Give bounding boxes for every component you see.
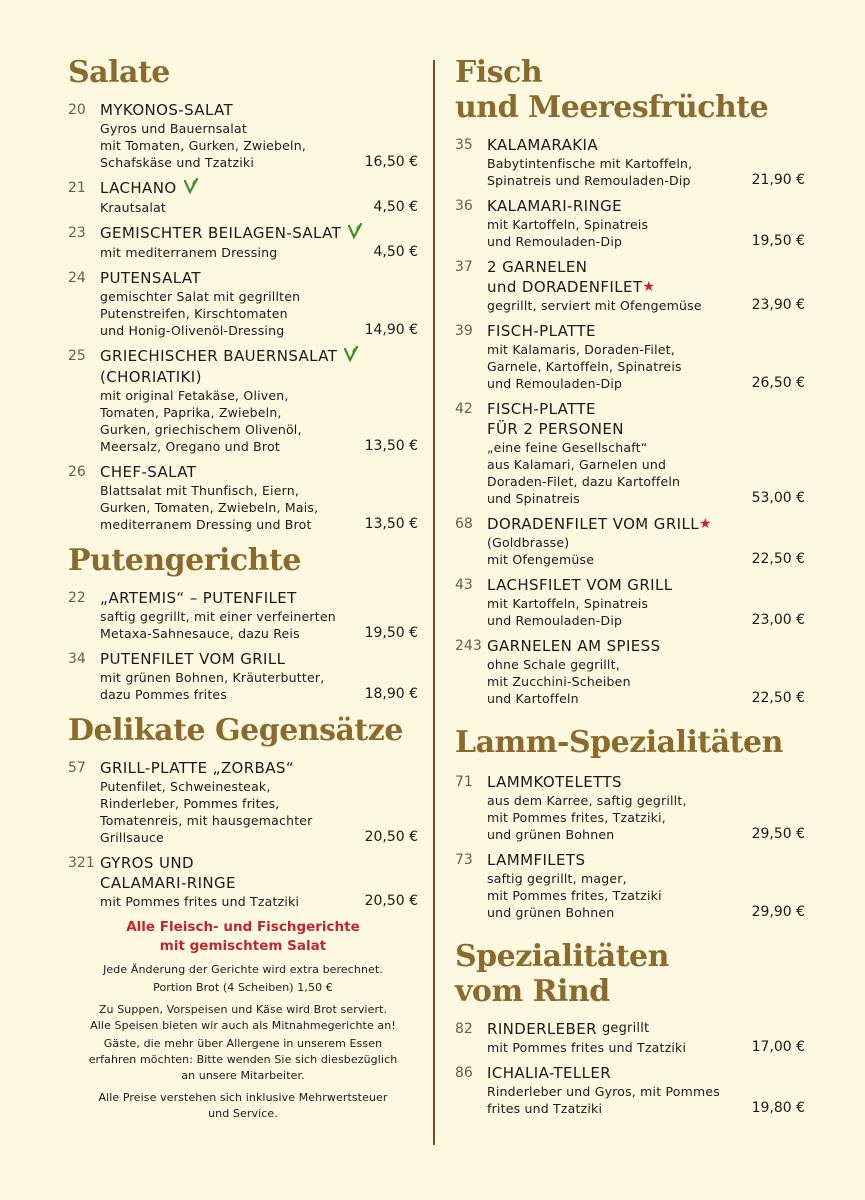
menu-item — [68, 853, 418, 910]
item-number: 82 — [455, 1021, 473, 1037]
rind-list — [455, 1019, 805, 1117]
item-title-line — [455, 196, 805, 216]
section-heading-fisch-2: und Meeresfrüchte — [455, 90, 769, 125]
item-name: PUTENSALAT — [100, 269, 201, 287]
item-description: mit grünen Bohnen, Kräuterbutter, — [100, 670, 325, 685]
item-number: 68 — [455, 516, 473, 532]
item-description: Metaxa-Sahnesauce, dazu Reis — [100, 626, 300, 641]
item-name: GRIECHISCHER BAUERNSALAT — [100, 347, 338, 365]
item-number: 35 — [455, 137, 473, 153]
section-putengerichte — [68, 543, 418, 703]
item-description: frites und Tzatziki — [487, 1101, 603, 1116]
item-description: Krautsalat — [100, 200, 167, 215]
item-name-2: FÜR 2 PERSONEN — [487, 420, 624, 438]
item-number: 22 — [68, 590, 86, 606]
item-title-line — [68, 853, 418, 873]
notes-block — [68, 918, 418, 1122]
item-name: LAMMKOTELETTS — [487, 773, 622, 791]
item-description: mit Kalamaris, Doraden-Filet, — [487, 342, 675, 357]
section-salate — [68, 55, 418, 533]
item-description: und Honig-Olivenöl-Dressing — [100, 323, 285, 338]
item-description: Rinderleber, Pommes frites, — [100, 796, 280, 811]
item-description: saftig gegrillt, mit einer verfeinerten — [100, 609, 336, 624]
item-number: 37 — [455, 259, 473, 275]
item-number: 26 — [68, 464, 86, 480]
note-prices-1: Alle Preise verstehen sich inklusive Mehrwertsteuer — [98, 1091, 388, 1104]
item-title-line — [455, 399, 805, 419]
menu-item — [455, 196, 805, 250]
note-changes: Jede Änderung der Gerichte wird extra berechnet. — [103, 963, 383, 976]
item-description: mit original Fetakäse, Oliven, — [100, 388, 289, 403]
item-description: mediterranem Dressing und Brot — [100, 517, 312, 532]
note-allergens-3: an unsere Mitarbeiter. — [181, 1069, 305, 1082]
item-title-line — [68, 346, 418, 367]
item-number: 24 — [68, 270, 86, 286]
item-description: saftig gegrillt, mager, — [487, 871, 627, 886]
item-title-line — [455, 1063, 805, 1083]
note-bread-served: Zu Suppen, Vorspeisen und Käse wird Brot serviert. — [98, 1003, 388, 1016]
section-rind — [455, 939, 805, 1117]
item-title-line — [455, 636, 805, 656]
menu-item — [68, 588, 418, 642]
item-description: „eine feine Gesellschaft“ — [487, 440, 648, 455]
item-title-line — [455, 321, 805, 341]
item-description: mit Kartoffeln, Spinatreis — [487, 217, 649, 232]
menu-item — [455, 772, 805, 843]
leaf-icon — [343, 346, 359, 367]
menu-item — [455, 135, 805, 189]
note-salad-line1: Alle Fleisch- und Fischgerichte — [126, 919, 360, 935]
item-name: FISCH-PLATTE — [487, 322, 596, 340]
menu-item — [68, 462, 418, 533]
item-price: 29,50 € — [751, 826, 805, 842]
item-title-line — [455, 257, 805, 277]
item-title-line-2 — [455, 419, 805, 439]
item-title-line — [68, 649, 418, 669]
item-title-line — [455, 1019, 805, 1039]
item-title-line — [455, 514, 805, 534]
item-description: aus dem Karree, saftig gegrillt, — [487, 793, 687, 808]
item-description: Spinatreis und Remouladen-Dip — [487, 173, 691, 188]
item-description: Blattsalat mit Thunfisch, Eiern, — [100, 483, 300, 498]
item-number: 321 — [68, 855, 95, 871]
menu-item — [68, 268, 418, 339]
item-price: 29,90 € — [751, 904, 805, 920]
item-name: KALAMARI-RINGE — [487, 197, 623, 215]
item-name: KALAMARAKIA — [487, 136, 598, 154]
item-description: (Goldbrasse) — [487, 535, 570, 550]
right-column — [455, 55, 805, 1124]
item-number: 36 — [455, 198, 473, 214]
item-description: Putenfilet, Schweinesteak, — [100, 779, 271, 794]
item-description: und Kartoffeln — [487, 691, 579, 706]
item-price: 22,50 € — [751, 690, 805, 706]
menu-item — [455, 850, 805, 921]
item-price: 18,90 € — [364, 686, 418, 702]
menu-item — [68, 758, 418, 846]
item-description: mit Ofengemüse — [487, 552, 595, 567]
note-allergens-2: erfahren möchten: Bitte wenden Sie sich diesbezüglich — [88, 1053, 398, 1066]
item-description: und Remouladen-Dip — [487, 376, 623, 391]
note-prices-2: und Service. — [208, 1107, 278, 1120]
column-divider — [433, 60, 435, 1145]
item-description: Grillsauce — [100, 830, 164, 845]
item-description: mit Kartoffeln, Spinatreis — [487, 596, 649, 611]
item-name: „ARTEMIS“ – PUTENFILET — [100, 589, 297, 607]
item-title-line — [68, 758, 418, 778]
item-price: 23,90 € — [751, 297, 805, 313]
item-name: CHEF-SALAT — [100, 463, 197, 481]
item-name: RINDERLEBER — [487, 1020, 597, 1038]
fisch-list — [455, 135, 805, 707]
item-name: GRILL-PLATTE „ZORBAS“ — [100, 759, 295, 777]
item-title-line — [68, 100, 418, 120]
menu-item — [455, 1019, 805, 1056]
menu-item — [68, 649, 418, 703]
item-price: 20,50 € — [364, 829, 418, 845]
item-price: 14,90 € — [364, 322, 418, 338]
leaf-icon — [183, 178, 199, 199]
item-name-2: CALAMARI-RINGE — [100, 874, 236, 892]
item-price: 16,50 € — [364, 154, 418, 170]
star-icon: ★ — [699, 516, 712, 532]
salate-list — [68, 100, 418, 533]
item-description: mit Zucchini-Scheiben — [487, 674, 631, 689]
item-number: 71 — [455, 774, 473, 790]
item-description: dazu Pommes frites — [100, 687, 228, 702]
section-heading-rind-2: vom Rind — [455, 974, 610, 1009]
item-number: 57 — [68, 760, 86, 776]
item-description: Tomaten, Paprika, Zwiebeln, — [100, 405, 282, 420]
item-description: gemischter Salat mit gegrillten — [100, 289, 301, 304]
item-price: 4,50 € — [373, 199, 418, 215]
item-description: mit Pommes frites, Tzatziki — [487, 888, 662, 903]
puten-list — [68, 588, 418, 703]
item-title-line — [68, 462, 418, 482]
section-delikate — [68, 713, 418, 910]
item-description: und Remouladen-Dip — [487, 234, 623, 249]
item-name: ICHALIA-TELLER — [487, 1064, 612, 1082]
item-number: 20 — [68, 102, 86, 118]
item-name-2: (CHORIATIKI) — [100, 368, 202, 386]
item-description: Garnele, Kartoffeln, Spinatreis — [487, 359, 682, 374]
item-title-line-2 — [68, 367, 418, 387]
menu-item — [455, 636, 805, 707]
item-number: 25 — [68, 348, 86, 364]
item-title-line-2 — [455, 277, 805, 297]
item-description: Doraden-Filet, dazu Kartoffeln — [487, 474, 681, 489]
item-description: Gurken, Tomaten, Zwiebeln, Mais, — [100, 500, 319, 515]
item-title-line — [455, 772, 805, 792]
section-heading-salate: Salate — [68, 55, 170, 90]
item-description: mit Tomaten, Gurken, Zwiebeln, — [100, 138, 307, 153]
item-title-line — [68, 268, 418, 288]
section-heading-putengerichte: Putengerichte — [68, 543, 301, 578]
item-name-suffix: gegrillt — [601, 1021, 650, 1036]
section-fisch — [455, 55, 805, 707]
item-number: 39 — [455, 323, 473, 339]
item-name: GARNELEN AM SPIESS — [487, 637, 661, 655]
item-price: 22,50 € — [751, 551, 805, 567]
item-price: 23,00 € — [751, 612, 805, 628]
item-description: und Remouladen-Dip — [487, 613, 623, 628]
star-icon: ★ — [642, 279, 656, 295]
item-description: mit mediterranem Dressing — [100, 245, 278, 260]
item-description: Schafskäse und Tzatziki — [100, 155, 255, 170]
item-number: 34 — [68, 651, 86, 667]
item-description: Babytintenfische mit Kartoffeln, — [487, 156, 693, 171]
item-price: 21,90 € — [751, 172, 805, 188]
item-price: 19,50 € — [751, 233, 805, 249]
section-heading-rind-1: Spezialitäten — [455, 939, 669, 974]
item-name: LAMMFILETS — [487, 851, 586, 869]
menu-item — [455, 1063, 805, 1117]
item-title-line — [68, 178, 418, 199]
menu-item — [455, 514, 805, 568]
item-number: 21 — [68, 180, 86, 196]
item-price: 26,50 € — [751, 375, 805, 391]
item-price: 17,00 € — [751, 1039, 805, 1055]
delikate-list — [68, 758, 418, 910]
item-description: und grünen Bohnen — [487, 827, 615, 842]
item-description: aus Kalamari, Garnelen und — [487, 457, 667, 472]
item-number: 86 — [455, 1065, 473, 1081]
item-name-2: und DORADENFILET — [487, 278, 643, 296]
item-name: GEMISCHTER BEILAGEN-SALAT — [100, 224, 342, 242]
menu-item — [68, 346, 418, 455]
item-description: Tomatenreis, mit hausgemachter — [100, 813, 313, 828]
item-number: 43 — [455, 577, 473, 593]
item-name: MYKONOS-SALAT — [100, 101, 234, 119]
section-heading-fisch-1: Fisch — [455, 55, 543, 90]
item-description: mit Pommes frites, Tzatziki, — [487, 810, 666, 825]
item-price: 13,50 € — [364, 516, 418, 532]
item-title-line — [68, 223, 418, 244]
item-description: Meersalz, Oregano und Brot — [100, 439, 280, 454]
section-heading-lamm: Lamm-Spezialitäten — [455, 725, 783, 760]
item-number: 73 — [455, 852, 473, 868]
item-description: mit Pommes frites und Tzatziki — [487, 1040, 687, 1055]
item-price: 4,50 € — [373, 244, 418, 260]
item-price: 13,50 € — [364, 438, 418, 454]
left-column — [68, 55, 418, 1122]
item-price: 20,50 € — [364, 893, 418, 909]
item-description: gegrillt, serviert mit Ofengemüse — [487, 298, 702, 313]
item-number: 243 — [455, 638, 482, 654]
item-name: FISCH-PLATTE — [487, 400, 596, 418]
item-description: Rinderleber und Gyros, mit Pommes — [487, 1084, 720, 1099]
item-price: 19,80 € — [751, 1100, 805, 1116]
item-description: ohne Schale gegrillt, — [487, 657, 620, 672]
item-name: LACHANO — [100, 179, 177, 197]
menu-item — [455, 257, 805, 314]
item-description: mit Pommes frites und Tzatziki — [100, 894, 300, 909]
item-title-line — [455, 135, 805, 155]
item-description: und Spinatreis — [487, 491, 580, 506]
menu-item — [68, 178, 418, 216]
item-title-line — [455, 850, 805, 870]
lamm-list — [455, 772, 805, 921]
item-name: LACHSFILET VOM GRILL — [487, 576, 673, 594]
menu-item — [68, 223, 418, 261]
item-name: 2 GARNELEN — [487, 258, 588, 276]
item-name: PUTENFILET VOM GRILL — [100, 650, 286, 668]
item-title-line — [455, 575, 805, 595]
menu-item — [455, 575, 805, 629]
item-price: 19,50 € — [364, 625, 418, 641]
item-name: DORADENFILET VOM GRILL — [487, 515, 699, 533]
menu-item — [455, 399, 805, 507]
item-description: Gurken, griechischem Olivenöl, — [100, 422, 302, 437]
item-title-line — [68, 588, 418, 608]
note-takeaway: Alle Speisen bieten wir auch als Mitnahmegerichte an! — [90, 1019, 396, 1032]
note-salad-line2: mit gemischtem Salat — [159, 938, 327, 954]
note-bread-price: Portion Brot (4 Scheiben) 1,50 € — [153, 981, 333, 994]
section-heading-delikate: Delikate Gegensätze — [68, 713, 403, 748]
item-number: 42 — [455, 401, 473, 417]
item-number: 23 — [68, 225, 86, 241]
note-allergens-1: Gäste, die mehr über Allergene in unserem Essen — [103, 1037, 383, 1050]
menu-item — [455, 321, 805, 392]
section-lamm — [455, 725, 805, 921]
menu-item — [68, 100, 418, 171]
item-name: GYROS UND — [100, 854, 194, 872]
leaf-icon — [347, 223, 363, 244]
item-description: Putenstreifen, Kirschtomaten — [100, 306, 288, 321]
item-description: und grünen Bohnen — [487, 905, 615, 920]
item-price: 53,00 € — [751, 490, 805, 506]
item-description: Gyros und Bauernsalat — [100, 121, 247, 136]
item-title-line-2 — [68, 873, 418, 893]
